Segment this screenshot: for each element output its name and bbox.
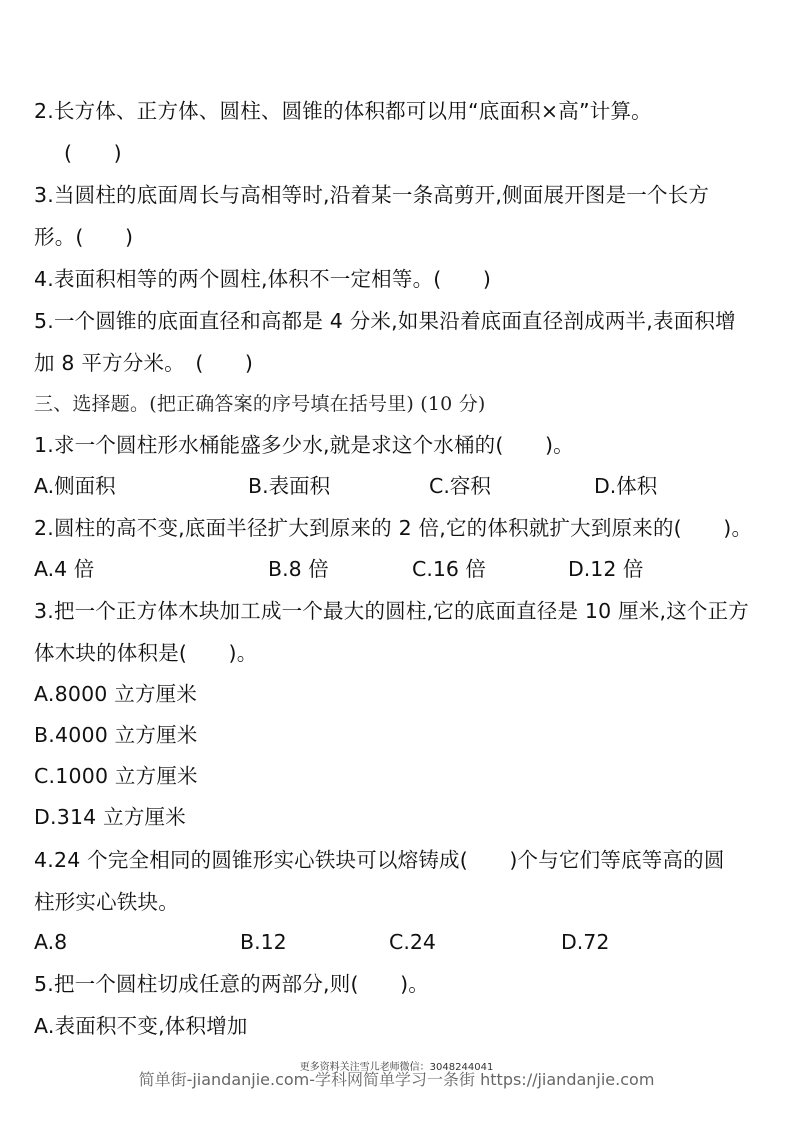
option-b: B.12	[240, 930, 287, 954]
choice-question-3-option-a: A.8000 立方厘米	[34, 682, 198, 706]
footer-site-link[interactable]: 简单街-jiandanjie.com-学科网简单学习一条街 https://jiandanjie.com	[138, 1070, 655, 1089]
choice-question-1-options	[34, 471, 763, 501]
choice-question-3-line1: 3.把一个正方体木块加工成一个最大的圆柱,它的底面直径是 10 厘米,这个正方	[34, 599, 750, 623]
choice-question-5: 5.把一个圆柱切成任意的两部分,则( )。	[34, 972, 429, 996]
option-c: C.容积	[429, 474, 491, 498]
choice-question-1: 1.求一个圆柱形水桶能盛多少水,就是求这个水桶的( )。	[34, 433, 574, 457]
choice-question-3-option-c: C.1000 立方厘米	[34, 764, 198, 788]
option-d: D.72	[561, 930, 610, 954]
judge-question-3-line2: 形。( )	[34, 225, 134, 249]
choice-question-2-options	[34, 554, 763, 584]
choice-question-2: 2.圆柱的高不变,底面半径扩大到原来的 2 倍,它的体积就扩大到原来的( )。	[34, 516, 753, 540]
option-b: B.8 倍	[268, 557, 329, 581]
judge-question-3-line1: 3.当圆柱的底面周长与高相等时,沿着某一条高剪开,侧面展开图是一个长方	[34, 183, 710, 207]
choice-question-3-line2: 体木块的体积是( )。	[34, 641, 258, 665]
section-heading-choice: 三、选择题。(把正确答案的序号填在括号里) (10 分)	[34, 393, 486, 415]
choice-question-5-option-a: A.表面积不变,体积增加	[34, 1014, 248, 1038]
judge-question-4: 4.表面积相等的两个圆柱,体积不一定相等。( )	[34, 267, 492, 291]
option-b: B.表面积	[248, 474, 331, 498]
judge-question-2-answer-paren: ( )	[64, 141, 122, 165]
judge-question-5-line1: 5.一个圆锥的底面直径和高都是 4 分米,如果沿着底面直径剖成两半,表面积增	[34, 309, 736, 333]
option-a: A.8	[34, 930, 68, 954]
choice-question-3-option-d: D.314 立方厘米	[34, 805, 186, 829]
option-a: A.4 倍	[34, 557, 95, 581]
footer-note: 更多资料关注雪儿老师微信：3048244041	[299, 1062, 494, 1073]
option-c: C.16 倍	[412, 557, 486, 581]
choice-question-4-line2: 柱形实心铁块。	[34, 890, 179, 914]
choice-question-4-options	[34, 927, 763, 957]
judge-question-2: 2.长方体、正方体、圆柱、圆锥的体积都可以用“底面积×高”计算。	[34, 99, 652, 123]
judge-question-5-line2: 加 8 平方分米。 ( )	[34, 351, 254, 375]
option-d: D.12 倍	[568, 557, 644, 581]
choice-question-4-line1: 4.24 个完全相同的圆锥形实心铁块可以熔铸成( )个与它们等底等高的圆	[34, 848, 725, 872]
option-d: D.体积	[594, 474, 658, 498]
option-a: A.侧面积	[34, 474, 116, 498]
choice-question-3-option-b: B.4000 立方厘米	[34, 723, 198, 747]
option-c: C.24	[389, 930, 436, 954]
